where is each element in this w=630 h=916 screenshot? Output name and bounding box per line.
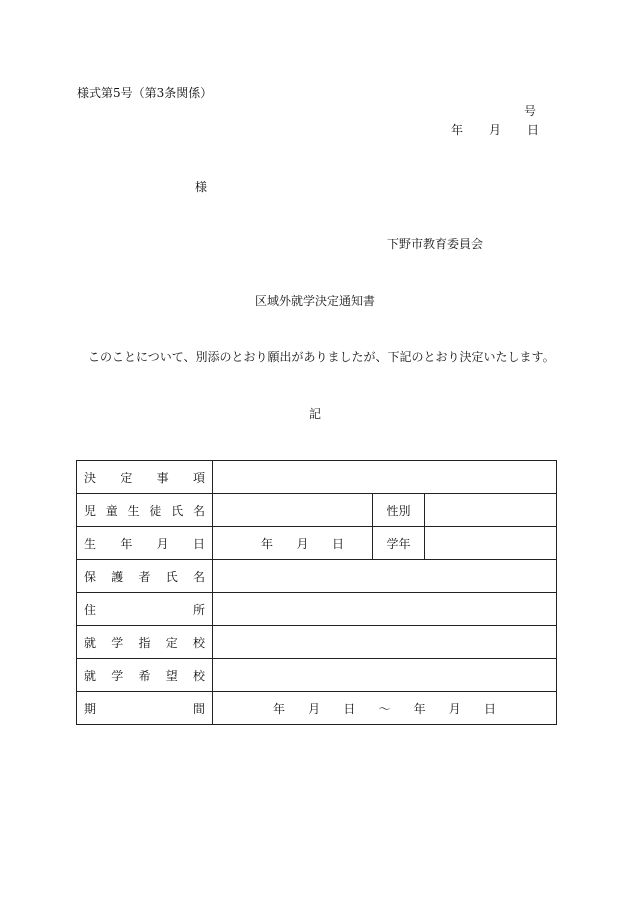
label-char: 日 bbox=[331, 536, 344, 551]
label-char: 指 bbox=[138, 635, 151, 650]
document-number-label: 号 bbox=[523, 104, 536, 118]
label-char: 項 bbox=[192, 470, 205, 485]
label-char: 名 bbox=[192, 503, 205, 518]
label-char: 校 bbox=[192, 668, 205, 683]
period-label bbox=[77, 692, 213, 725]
row-period bbox=[77, 692, 557, 725]
issue-date-month: 月 bbox=[488, 123, 501, 137]
label-char: 日 bbox=[192, 536, 205, 551]
label-char: 年 bbox=[413, 701, 426, 716]
body-text: このことについて、別添のとおり願出がありましたが、下記のとおり決定いたします。 bbox=[88, 350, 555, 364]
assigned-school-label bbox=[77, 626, 213, 659]
student-name-value bbox=[213, 494, 373, 527]
sex-label: 性別 bbox=[373, 494, 425, 527]
desired-school-label bbox=[77, 659, 213, 692]
label-char: 住 bbox=[84, 602, 97, 617]
guardian-label bbox=[77, 560, 213, 593]
label-char: 氏 bbox=[171, 503, 184, 518]
label-char: 護 bbox=[111, 569, 124, 584]
label-char: 決 bbox=[84, 470, 97, 485]
decision-label bbox=[77, 461, 213, 494]
row-guardian bbox=[77, 560, 557, 593]
label-char: 童 bbox=[105, 503, 118, 518]
label-char: 期 bbox=[84, 701, 97, 716]
label-char: 月 bbox=[448, 701, 461, 716]
decision-table bbox=[76, 460, 557, 725]
label-char: 事 bbox=[156, 470, 169, 485]
period-value bbox=[213, 692, 557, 725]
sex-value bbox=[425, 494, 557, 527]
label-char: 月 bbox=[296, 536, 309, 551]
label-char: ～ bbox=[378, 701, 391, 716]
label-char: 徒 bbox=[149, 503, 162, 518]
row-birthdate bbox=[77, 527, 557, 560]
label-char: 間 bbox=[192, 701, 205, 716]
label-char: 日 bbox=[343, 701, 356, 716]
label-char: 月 bbox=[156, 536, 169, 551]
label-char: 月 bbox=[308, 701, 321, 716]
row-decision bbox=[77, 461, 557, 494]
issue-date-year: 年 bbox=[450, 123, 463, 137]
label-char: 就 bbox=[84, 635, 97, 650]
row-desired-school bbox=[77, 659, 557, 692]
issue-date-day: 日 bbox=[526, 123, 539, 137]
desired-school-value bbox=[213, 659, 557, 692]
student-name-label bbox=[77, 494, 213, 527]
label-char: 名 bbox=[192, 569, 205, 584]
row-student-name bbox=[77, 494, 557, 527]
grade-label: 学年 bbox=[373, 527, 425, 560]
label-char: 生 bbox=[127, 503, 140, 518]
label-char: 日 bbox=[483, 701, 496, 716]
label-char: 年 bbox=[273, 701, 286, 716]
label-char: 年 bbox=[261, 536, 274, 551]
label-char: 所 bbox=[192, 602, 205, 617]
ki-heading: 記 bbox=[308, 407, 321, 421]
label-char: 就 bbox=[84, 668, 97, 683]
label-char: 生 bbox=[84, 536, 97, 551]
assigned-school-value bbox=[213, 626, 557, 659]
grade-value bbox=[425, 527, 557, 560]
label-char: 望 bbox=[165, 668, 178, 683]
form-number: 様式第5号（第3条関係） bbox=[77, 86, 213, 100]
label-char: 学 bbox=[111, 668, 124, 683]
label-char: 校 bbox=[192, 635, 205, 650]
label-char: 定 bbox=[165, 635, 178, 650]
address-label bbox=[77, 593, 213, 626]
address-value bbox=[213, 593, 557, 626]
decision-value bbox=[213, 461, 557, 494]
row-address bbox=[77, 593, 557, 626]
birthdate-value bbox=[213, 527, 373, 560]
label-char: 定 bbox=[120, 470, 133, 485]
recipient-suffix: 様 bbox=[195, 180, 208, 194]
birthdate-label bbox=[77, 527, 213, 560]
label-char: 氏 bbox=[165, 569, 178, 584]
issuer-name: 下野市教育委員会 bbox=[387, 237, 484, 251]
issue-date bbox=[451, 121, 539, 138]
label-char: 希 bbox=[138, 668, 151, 683]
guardian-value bbox=[213, 560, 557, 593]
row-assigned-school bbox=[77, 626, 557, 659]
label-char: 保 bbox=[84, 569, 97, 584]
document-title: 区域外就学決定通知書 bbox=[254, 294, 375, 308]
label-char: 学 bbox=[111, 635, 124, 650]
label-char: 者 bbox=[138, 569, 151, 584]
label-char: 年 bbox=[120, 536, 133, 551]
label-char: 児 bbox=[84, 503, 97, 518]
